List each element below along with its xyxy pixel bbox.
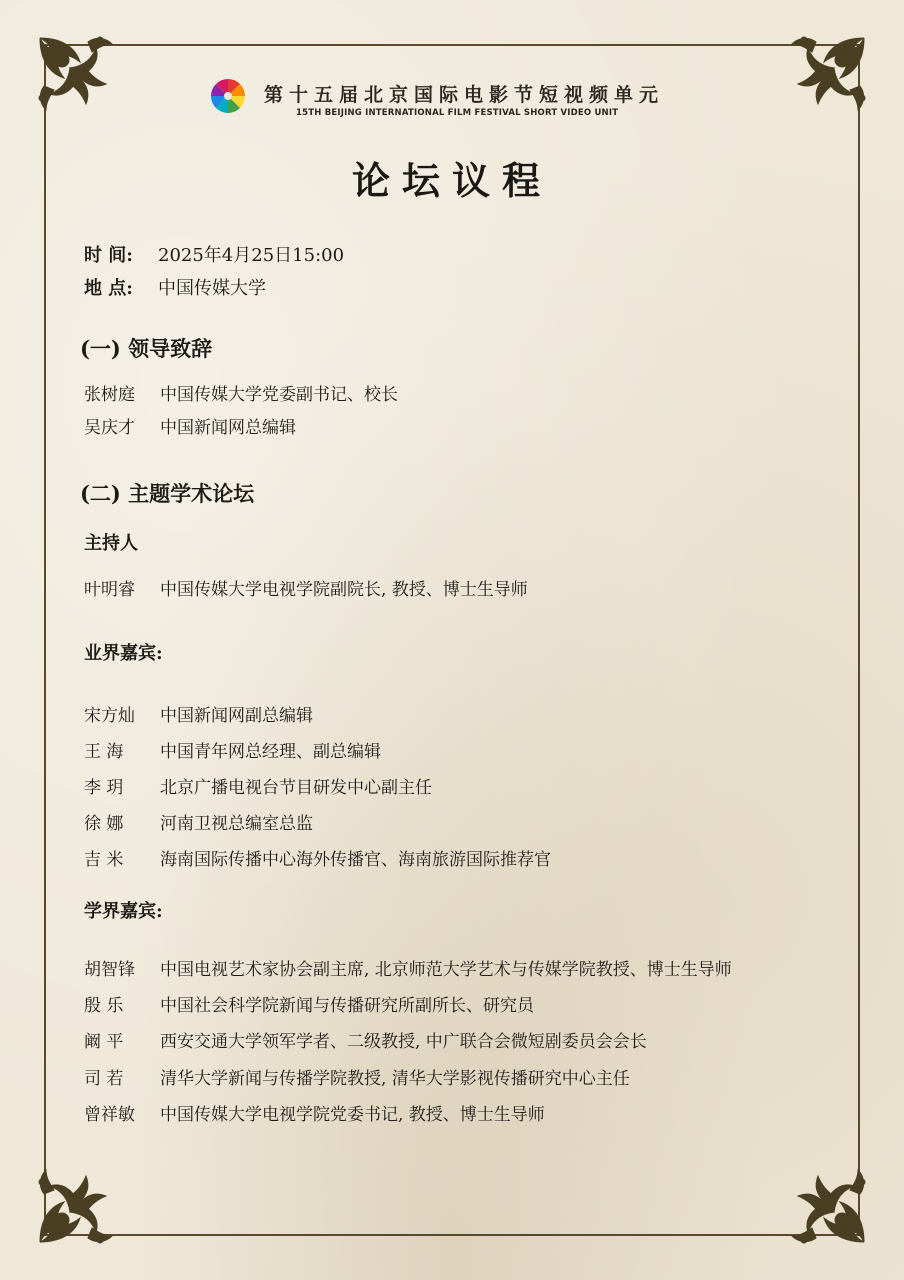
person-role: 清华大学新闻与传播学院教授, 清华大学影视传播研究中心主任 <box>160 1069 630 1089</box>
section-heading-forum: (二) 主题学术论坛 <box>80 481 255 506</box>
person-role: 中国传媒大学电视学院党委书记, 教授、博士生导师 <box>160 1105 545 1125</box>
person-role: 河南卫视总编室总监 <box>160 814 313 834</box>
person-role: 中国电视艺术家协会副主席, 北京师范大学艺术与传媒学院教授、博士生导师 <box>160 960 732 980</box>
person-name: 殷 乐 <box>84 996 124 1016</box>
person-role: 中国传媒大学电视学院副院长, 教授、博士生导师 <box>160 580 528 600</box>
person-name: 叶明睿 <box>84 580 135 600</box>
place-value: 中国传媒大学 <box>158 278 266 299</box>
place-label: 地 点: <box>84 278 133 299</box>
festival-name-en: 15TH BEIJING INTERNATIONAL FILM FESTIVAL SHORT VIDEO UNIT <box>296 108 619 118</box>
list-item <box>84 991 534 1015</box>
list-item <box>84 1100 545 1124</box>
section-heading-leader-speech: (一) 领导致辞 <box>80 336 213 361</box>
corner-ornament-bottom-right <box>774 1152 874 1252</box>
person-name: 吉 米 <box>84 850 124 870</box>
time-row <box>84 241 344 267</box>
festival-logo-icon <box>208 76 248 116</box>
page-border <box>44 44 860 1236</box>
person-name: 胡智锋 <box>84 960 135 980</box>
person-name: 宋方灿 <box>84 706 135 726</box>
person-name: 王 海 <box>84 742 124 762</box>
person-name: 徐 娜 <box>84 814 124 834</box>
person-role: 中国新闻网总编辑 <box>160 418 296 438</box>
person-name: 李 玥 <box>84 778 124 798</box>
time-label: 时 间: <box>84 245 133 266</box>
festival-name-cn: 第十五届北京国际电影节短视频单元 <box>264 84 665 106</box>
festival-header <box>208 76 678 124</box>
person-name: 吴庆才 <box>84 418 135 438</box>
corner-ornament-top-right <box>774 28 874 128</box>
list-item <box>84 1064 630 1088</box>
list-item <box>84 809 313 833</box>
list-item <box>84 413 296 437</box>
person-role: 中国社会科学院新闻与传播研究所副所长、研究员 <box>160 996 534 1016</box>
person-name: 张树庭 <box>84 385 135 405</box>
list-item <box>84 845 551 869</box>
industry-guests-label: 业界嘉宾: <box>84 643 163 664</box>
person-role: 中国青年网总经理、副总编辑 <box>160 742 381 762</box>
person-role: 中国传媒大学党委副书记、校长 <box>160 385 398 405</box>
corner-ornament-top-left <box>30 28 130 128</box>
list-item <box>84 955 732 979</box>
page-title: 论坛议程 <box>351 158 552 203</box>
list-item <box>84 1027 647 1051</box>
place-row <box>84 274 266 300</box>
corner-ornament-bottom-left <box>30 1152 130 1252</box>
person-role: 海南国际传播中心海外传播官、海南旅游国际推荐官 <box>160 850 551 870</box>
academic-guests-label: 学界嘉宾: <box>84 901 163 922</box>
person-role: 北京广播电视台节目研发中心副主任 <box>160 778 432 798</box>
person-role: 西安交通大学领军学者、二级教授, 中广联合会微短剧委员会会长 <box>160 1032 647 1052</box>
host-label: 主持人 <box>84 533 138 554</box>
list-item <box>84 773 432 797</box>
person-name: 曾祥敏 <box>84 1105 135 1125</box>
time-value: 2025年4月25日15:00 <box>158 245 345 266</box>
list-item <box>84 701 313 725</box>
person-name: 阚 平 <box>84 1032 124 1052</box>
list-item <box>84 575 528 599</box>
list-item <box>84 380 398 404</box>
person-role: 中国新闻网副总编辑 <box>160 706 313 726</box>
list-item <box>84 737 381 761</box>
person-name: 司 若 <box>84 1069 124 1089</box>
